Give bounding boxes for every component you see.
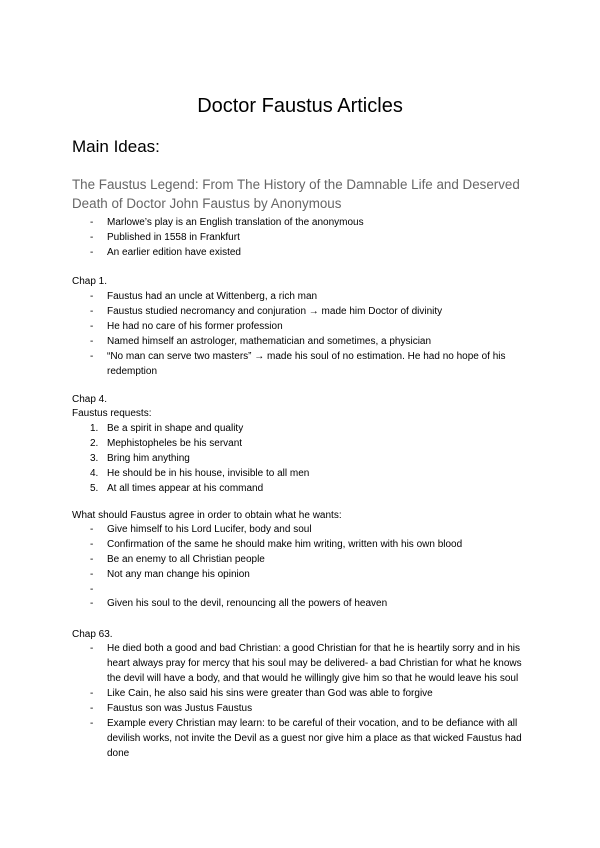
list-item: - Published in 1558 in Frankfurt [90, 230, 530, 245]
list-item [90, 421, 530, 436]
chap1-bullet-list [90, 289, 530, 379]
list-item: - Faustus studied necromancy and conjuration → made him Doctor of divinity [90, 304, 530, 319]
list-item [90, 436, 530, 451]
list-item [90, 481, 530, 496]
agree-label: What should Faustus agree in order to obtain what he wants: [72, 510, 342, 521]
list-spacer [90, 582, 530, 596]
list-text: Mephistopheles be his servant [107, 438, 243, 449]
intro-bullet-list [90, 215, 530, 260]
list-item: - Be an enemy to all Christian people [90, 552, 530, 567]
list-item: - Marlowe’s play is an English translation of the anonymous [90, 215, 530, 230]
list-text: He should be in his house, invisible to all men [107, 468, 310, 479]
list-item: - Confirmation of the same he should make him writing, written with his own blood [90, 537, 530, 552]
requests-numbered-list [90, 421, 530, 496]
chap1-label: Chap 1. [72, 276, 108, 287]
list-item [90, 466, 530, 481]
list-text: Be a spirit in shape and quality [107, 423, 244, 434]
list-number: 5. [90, 483, 99, 494]
list-item: - Named himself an astrologer, mathematician and sometimes, a physician [90, 334, 530, 349]
document-title: Doctor Faustus Articles [197, 95, 403, 117]
chap4-label: Chap 4. [72, 394, 108, 405]
list-item: - Like Cain, he also said his sins were greater than God was able to forgive [90, 686, 530, 701]
list-item: - Given his soul to the devil, renouncing all the powers of heaven [90, 596, 530, 611]
faustus-requests-label: Faustus requests: [72, 408, 152, 419]
list-number: 3. [90, 453, 99, 464]
list-item: - Not any man change his opinion [90, 567, 530, 582]
list-item: - An earlier edition have existed [90, 245, 530, 260]
list-item: - He died both a good and bad Christian: a good Christian for that he is heartily sorry and in his heart always pray for mercy that his soul may be delivered- a bad Christian for what he knows the devil will have a body, and that would he willingly give him so that he would leave his soul [90, 641, 530, 686]
list-text: Bring him anything [107, 453, 190, 464]
legend-subtitle: The Faustus Legend: From The History of the Damnable Life and Deserved Death of Doctor John Faustus by Anonymous [72, 177, 520, 211]
list-item: - He had no care of his former profession [90, 319, 530, 334]
list-item: - “No man can serve two masters” → made his soul of no estimation. He had no hope of his redemption [90, 349, 530, 379]
chap63-label: Chap 63. [72, 629, 113, 640]
list-number: 1. [90, 423, 99, 434]
main-ideas-heading: Main Ideas: [72, 137, 160, 156]
list-item [90, 451, 530, 466]
list-number: 4. [90, 468, 99, 479]
list-item: - Example every Christian may learn: to be careful of their vocation, and to be defiance with all devilish works, not invite the Devil as a guest nor give him a place as that wicked Faustus had done [90, 716, 530, 761]
list-number: 2. [90, 438, 99, 449]
list-item: - Faustus had an uncle at Wittenberg, a rich man [90, 289, 530, 304]
chap63-bullet-list [90, 641, 530, 761]
list-text: At all times appear at his command [107, 483, 264, 494]
agree-bullet-list [90, 522, 530, 611]
list-item: - Faustus son was Justus Faustus [90, 701, 530, 716]
list-item: - Give himself to his Lord Lucifer, body and soul [90, 522, 530, 537]
